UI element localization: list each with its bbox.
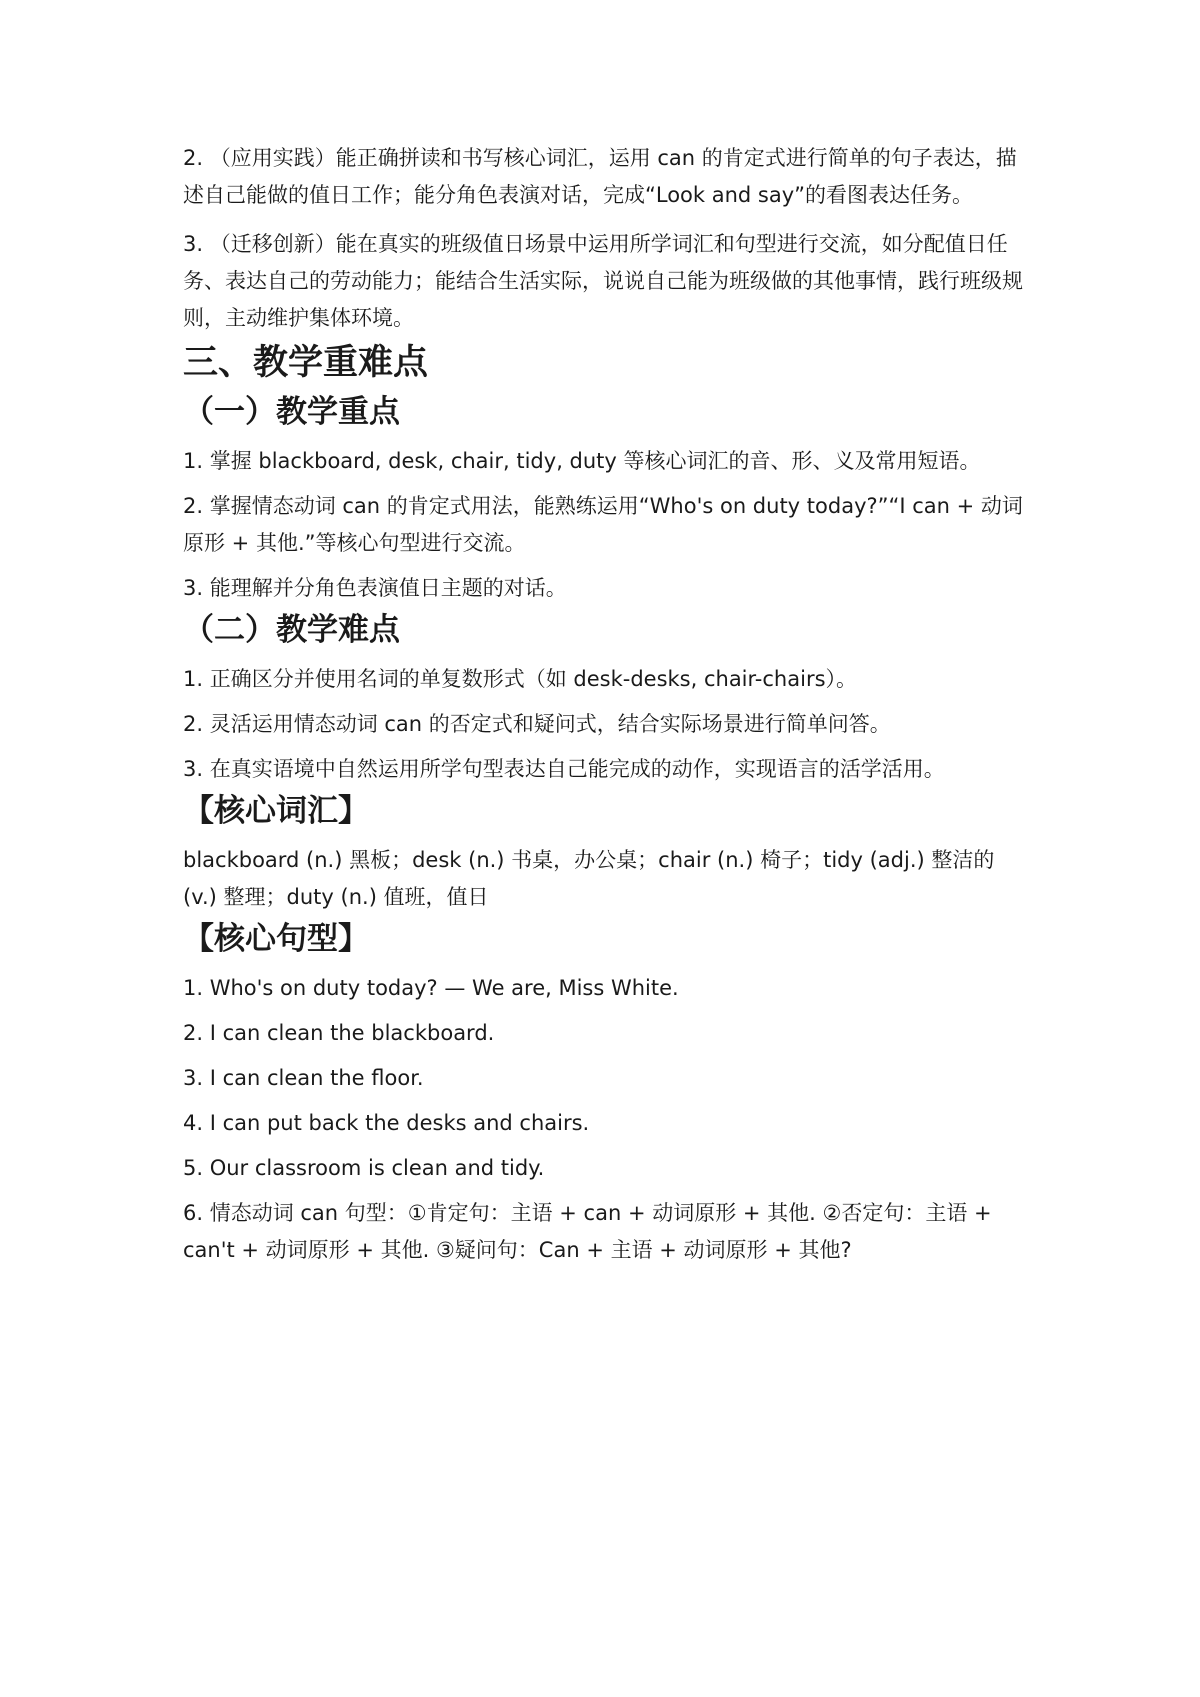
core-sentences-title: 【核心句型】 xyxy=(183,921,369,957)
document-page xyxy=(183,140,1033,1269)
core-vocabulary-text: blackboard (n.) 黑板；desk (n.) 书桌，办公桌；chair (n.) 椅子；tidy (adj.) 整洁的 (v.) 整理；duty (n.) 值班，值日 xyxy=(183,848,995,909)
difficult-point-item: 2. 灵活运用情态动词 can 的否定式和疑问式，结合实际场景进行简单问答。 xyxy=(183,712,891,736)
objective-item-2: 2. （应用实践）能正确拼读和书写核心词汇，运用 can 的肯定式进行简单的句子表达，描述自己能做的值日工作；能分角色表演对话，完成“Look and say”的看图表达任务。 xyxy=(183,146,1017,207)
core-sentence-item: 2. I can clean the blackboard. xyxy=(183,1021,495,1045)
core-sentence-item: 1. Who's on duty today? — We are, Miss White. xyxy=(183,976,679,1000)
subsection-title-difficult-points: （二）教学难点 xyxy=(183,612,400,648)
key-point-item: 3. 能理解并分角色表演值日主题的对话。 xyxy=(183,576,567,600)
core-sentence-item: 6. 情态动词 can 句型：①肯定句：主语 + can + 动词原形 + 其他. ②否定句：主语 + can't + 动词原形 + 其他. ③疑问句：Can + 主语 + 动词原形 + 其他? xyxy=(183,1201,992,1262)
subsection-title-key-points: （一）教学重点 xyxy=(183,394,400,430)
difficult-point-item: 3. 在真实语境中自然运用所学句型表达自己能完成的动作，实现语言的活学活用。 xyxy=(183,757,945,781)
section-title-key-difficult-points: 三、教学重难点 xyxy=(183,343,429,383)
objective-item-3: 3. （迁移创新）能在真实的班级值日场景中运用所学词汇和句型进行交流，如分配值日任务、表达自己的劳动能力；能结合生活实际，说说自己能为班级做的其他事情，践行班级规则，主动维护集体环境。 xyxy=(183,232,1023,330)
core-sentence-item: 3. I can clean the floor. xyxy=(183,1066,424,1090)
difficult-point-item: 1. 正确区分并使用名词的单复数形式（如 desk-desks, chair-chairs）。 xyxy=(183,667,858,691)
core-sentence-item: 5. Our classroom is clean and tidy. xyxy=(183,1156,545,1180)
core-sentence-item: 4. I can put back the desks and chairs. xyxy=(183,1111,590,1135)
key-point-item: 2. 掌握情态动词 can 的肯定式用法，能熟练运用“Who's on duty today?”“I can + 动词原形 + 其他.”等核心句型进行交流。 xyxy=(183,494,1023,555)
key-point-item: 1. 掌握 blackboard, desk, chair, tidy, duty 等核心词汇的音、形、义及常用短语。 xyxy=(183,449,981,473)
core-vocabulary-title: 【核心词汇】 xyxy=(183,793,369,829)
